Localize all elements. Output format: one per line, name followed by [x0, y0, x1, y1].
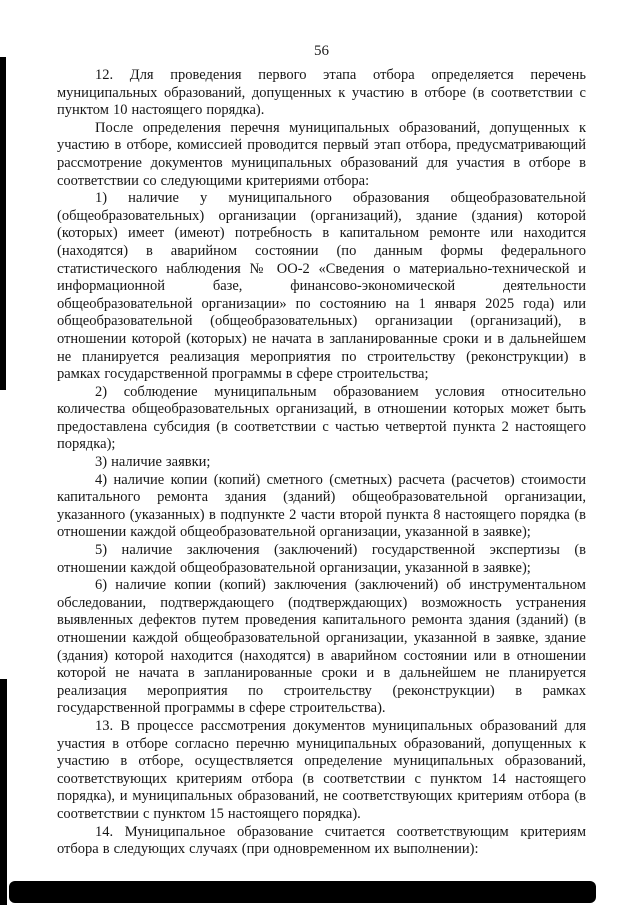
criterion-item-3: 3) наличие заявки; [95, 454, 211, 471]
scan-artifact-left-bottom-bar [0, 679, 7, 905]
scan-artifact-bottom-bar [9, 881, 596, 903]
scan-artifact-left-top-bar [0, 57, 6, 390]
criterion-item-5: 5) наличие заключения (заключений) государственной экспертизы (в отношении каждой общеобразовательной организации, указанной в заявке); [57, 542, 586, 576]
paragraph-selection-intro: После определения перечня муниципальных образований, допущенных к участию в отборе, комиссией проводится первый этап отбора, предусматривающий рассмотрение документов муниципальных образований для участия в отборе в соответствии со следующими критериями отбора: [57, 119, 586, 189]
criterion-item-6: 6) наличие копии (копий) заключения (заключений) об инструментальном обследовании, подтверждающего (подтверждающих) возможность устранения выявленных дефектов путем проведения капитального ремонта здания (зданий) (в отношении каждой общеобразовательной организации, указанной в заявке, здание (здания) которой находится (находятся) в аварийном состоянии или в отношении которой не начата в запланированные сроки и в дальнейшем не планируется реализация мероприятия по строительству (реконструкции) в рамках государственной программы в сфере строительства). [57, 577, 586, 717]
criterion-item-1: 1) наличие у муниципального образования общеобразовательной (общеобразовательных) организации (организаций), здание (здания) которой (которых) имеет (имеют) потребность в капитальном ремонте или находится (находятся) в аварийном состоянии (по данным формы федерального статистического наблюдения № ОО-2 «Сведения о материально-технической и информационной базе, финансово-экономической деятельности общеобразовательной организации» по состоянию на 1 января 2025 года) или общеобразовательной (общеобразовательных) организации (организаций), в отношении которой (которых) не начата в запланированные сроки и в дальнейшем не планируется реализация мероприятия по строительству (реконструкции) в рамках государственной программы в сфере строительства; [57, 190, 586, 383]
paragraph-13: 13. В процессе рассмотрения документов муниципальных образований для участия в отборе согласно перечню муниципальных образований, допущенных к участию в отборе, осуществляется определение муниципальных образований, соответствующих критериям отбора (в соответствии с пунктом 14 настоящего порядка), и муниципальных образований, не соответствующих критериям отбора (в соответствии с пунктом 15 настоящего порядка). [57, 717, 586, 822]
criterion-item-2: 2) соблюдение муниципальным образованием условия относительно количества общеобразовательных организаций, в отношении которых может быть предоставлена субсидия (в соответствии с частью четвертой пункта 2 настоящего порядка); [57, 383, 586, 453]
page-number: 56 [314, 43, 329, 59]
page-text-block [57, 42, 586, 859]
paragraph-12: 12. Для проведения первого этапа отбора определяется перечень муниципальных образований, допущенных к участию в отборе (в соответствии с пунктом 10 настоящего порядка). [57, 67, 586, 119]
paragraph-14: 14. Муниципальное образование считается соответствующим критериям отбора в следующих случаях (при одновременном их выполнении): [57, 823, 586, 858]
criterion-item-4: 4) наличие копии (копий) сметного (сметных) расчета (расчетов) стоимости капитального ремонта здания (зданий) общеобразовательной организации, указанного (указанных) в подпункте 2 части второй пункта 8 настоящего порядка (в отношении каждой общеобразовательной организации, указанной в заявке); [57, 471, 586, 541]
